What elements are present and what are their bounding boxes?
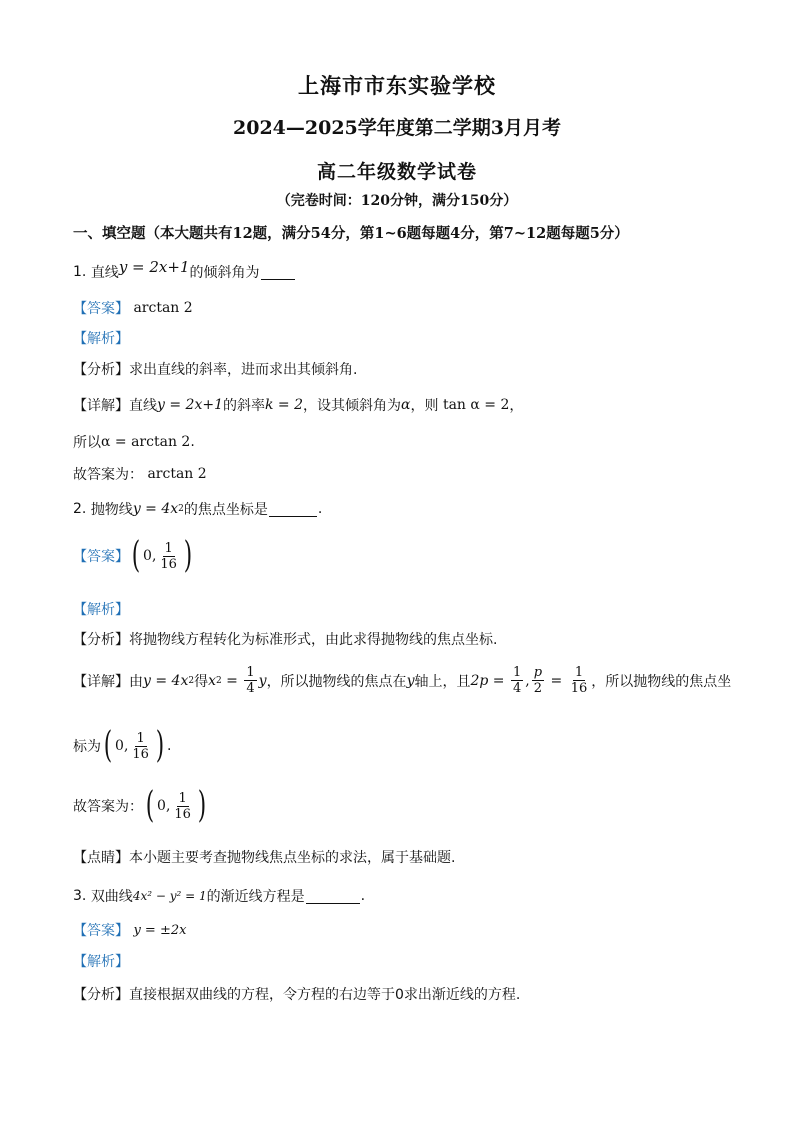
q2-xj-frac3	[569, 665, 590, 696]
section-title: 一、填空题（本大题共有12题，满分54分，第1~6题每题4分，第7~12题每题5分）	[73, 225, 629, 242]
frac-denominator: 16	[160, 556, 177, 572]
q2-ans-frac	[158, 541, 179, 572]
q1-fenxi-text: 求出直线的斜率，进而求出其倾斜角.	[129, 362, 358, 378]
frac-numerator: 1	[574, 665, 584, 680]
q2-dianjing	[73, 847, 455, 867]
frac-numerator: 1	[178, 790, 187, 806]
answer-tag: 【答案】	[73, 301, 129, 317]
q2-xj-comma: ,	[525, 672, 530, 689]
q2-jiexi	[73, 599, 129, 619]
q2-xj-y: y	[258, 672, 267, 689]
q1-jiexi	[73, 328, 129, 348]
xiangjie-tag: 【详解】	[73, 673, 129, 690]
q2-equation: y = 4x	[132, 501, 179, 517]
answer-tag: 【答案】	[73, 923, 129, 939]
exam-term: 2024—2025学年度第二学期3月月考	[233, 117, 561, 139]
q1-answer	[73, 298, 193, 318]
q3-equation: 4x² − y² = 1	[132, 889, 207, 903]
q1-stem	[73, 258, 296, 282]
q3-jiexi	[73, 951, 129, 971]
q1-final	[73, 464, 207, 484]
q2-xj-cont-end: .	[167, 738, 172, 754]
q2-text-a: 抛物线	[90, 502, 133, 518]
exam-subject: 高二年级数学试卷	[316, 161, 477, 183]
q1-equation: y = 2x+1	[118, 258, 190, 276]
q2-xj-frac1	[244, 665, 256, 696]
fenxi-tag: 【分析】	[73, 362, 129, 378]
q1-text-a: 直线	[90, 265, 119, 281]
q1-fenxi	[73, 359, 357, 379]
q1-blank	[261, 265, 295, 280]
q1-suoyi-end: .	[190, 434, 195, 450]
q3-answer	[73, 920, 186, 940]
q1-suoyi-text: 所以	[73, 435, 101, 451]
jiexi-tag: 【解析】	[73, 602, 129, 618]
fenxi-tag: 【分析】	[73, 987, 129, 1003]
frac-numerator: 1	[246, 665, 255, 680]
q1-xj-tan: tan α = 2	[442, 397, 510, 413]
q1-xj-e: ，	[509, 398, 524, 414]
xiangjie-tag: 【详解】	[73, 398, 129, 414]
q2-final-answer: ( 0, $\frac{1}{16}$ )	[145, 785, 207, 826]
q2-answer	[73, 535, 195, 576]
q2-xj-sup: 2	[188, 675, 195, 686]
q2-xj-yaxis: y	[406, 672, 415, 689]
q2-answer-value: ( 0, $\frac{1}{16}$ )	[131, 535, 193, 576]
frac-denominator: 4	[512, 681, 522, 696]
q1-xj-b: 的斜率	[222, 398, 265, 414]
frac-numerator: 1	[512, 665, 522, 680]
q2-xj-cont: 标为	[73, 739, 101, 755]
q1-number: 1.	[73, 264, 87, 280]
q2-fenxi-text: 将抛物线方程转化为标准形式，由此求得抛物线的焦点坐标.	[129, 632, 498, 648]
q2-text-end: .	[317, 501, 323, 517]
q2-xj-a: 由	[129, 673, 143, 690]
q2-xj-eq1: y = 4x	[143, 672, 189, 689]
q2-xj-x: x	[208, 672, 216, 689]
q1-xj-c: ，设其倾斜角为	[303, 398, 402, 414]
q1-answer-value: arctan 2	[133, 300, 193, 316]
frac-denominator: 4	[246, 681, 255, 696]
q2-ans-zero: 0,	[143, 548, 157, 564]
q2-xj-frac-p	[532, 665, 544, 696]
q1-final-answer: arctan 2	[147, 466, 207, 482]
q1-xj-alpha: α	[401, 397, 411, 413]
q3-text-b: 的渐近线方程是	[206, 889, 305, 905]
q2-xj-d: ，所以抛物线的焦点坐	[591, 673, 732, 690]
frac-denominator: 16	[570, 681, 588, 696]
q3-stem	[73, 886, 365, 906]
q2-xiangjie-cont	[73, 725, 172, 766]
q2-xj-2p: 2p =	[470, 672, 509, 689]
q2-xj-zero: 0,	[115, 738, 129, 754]
jiexi-tag: 【解析】	[73, 954, 129, 970]
fenxi-tag: 【分析】	[73, 632, 129, 648]
q2-xj-eqsign: =	[221, 672, 243, 689]
q2-xj-point: ( 0, $\frac{1}{16}$ )	[103, 725, 165, 766]
q2-final-label: 故答案为：	[73, 799, 143, 815]
q2-xj-sup2: 2	[215, 675, 222, 686]
frac-denominator: 2	[533, 681, 543, 696]
q2-xiangjie: 【详解】 由 y = 4x 2 得 x 2 = $\frac{1}{4}$ y ，所以抛物线的焦点在 y 轴上，且 2p = $\frac{1}{4}$ , $\frac{p}{2}$ = $\frac{1}{16}$ ，所以抛物线的焦点坐	[73, 665, 732, 696]
q2-xj-point-frac	[130, 731, 151, 762]
q2-xj-frac2	[511, 665, 523, 696]
frac-numerator: 1	[164, 540, 173, 556]
q2-xj-c: 轴上，且	[414, 673, 471, 690]
q1-xiangjie	[73, 395, 523, 415]
answer-tag: 【答案】	[73, 549, 129, 565]
frac-numerator: 1	[136, 730, 145, 746]
q2-dianjing-text: 本小题主要考查抛物线焦点坐标的求法，属于基础题.	[129, 850, 456, 866]
dianjing-tag: 【点睛】	[73, 850, 129, 866]
frac-numerator: p	[533, 665, 543, 680]
q2-stem	[73, 499, 322, 519]
q2-blank	[269, 502, 317, 517]
q1-xj-d: ，则	[410, 398, 439, 414]
q1-xj-eq: y = 2x+1	[157, 397, 223, 413]
exam-info: （完卷时间：120分钟，满分150分）	[276, 193, 518, 209]
q1-suoyi-eq: α = arctan 2	[101, 434, 191, 450]
q2-number: 2.	[73, 501, 87, 517]
q1-suoyi	[73, 432, 195, 452]
q2-final	[73, 785, 209, 826]
jiexi-tag: 【解析】	[73, 331, 129, 347]
q2-xj-b: ，所以抛物线的焦点在	[266, 673, 407, 690]
q3-fenxi-text: 直接根据双曲线的方程，令方程的右边等于0求出渐近线的方程.	[129, 987, 521, 1003]
q1-xj-k: k = 2	[264, 397, 304, 413]
school-name: 上海市市东实验学校	[298, 73, 496, 98]
q1-final-label: 故答案为：	[73, 467, 143, 483]
q2-final-zero: 0,	[157, 798, 171, 814]
q3-fenxi	[73, 984, 520, 1004]
q3-answer-value: y = ±2x	[133, 922, 187, 938]
q3-number: 3.	[73, 888, 87, 904]
q3-text-a: 双曲线	[90, 889, 133, 905]
q2-fenxi	[73, 629, 497, 649]
frac-denominator: 16	[132, 746, 149, 762]
q2-text-b: 的焦点坐标是	[183, 502, 268, 518]
q3-blank	[306, 889, 360, 904]
frac-denominator: 16	[174, 806, 191, 822]
q2-eq-sup: 2	[178, 504, 184, 514]
q3-text-end: .	[360, 888, 366, 904]
q2-xj-de: 得	[194, 673, 209, 690]
q1-xj-a: 直线	[129, 398, 157, 414]
q2-final-frac	[172, 791, 193, 822]
q1-text-b: 的倾斜角为	[189, 265, 260, 281]
